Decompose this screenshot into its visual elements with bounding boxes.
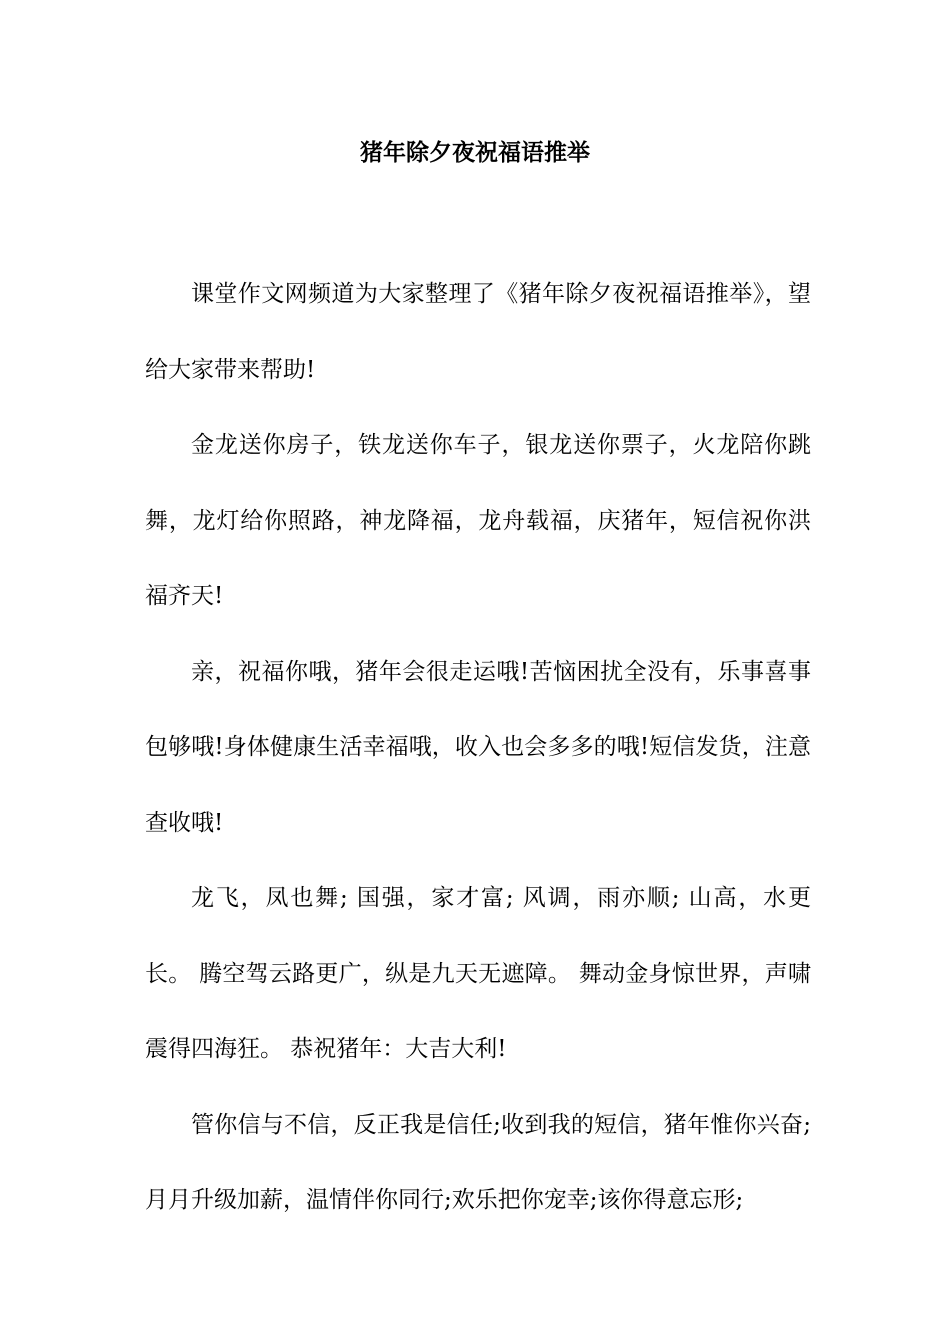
paragraph: 金龙送你房子，铁龙送你车子，银龙送你票子，火龙陪你跳舞，龙灯给你照路，神龙降福，龙舟载福，庆猪年，短信祝你洪福齐天! — [145, 432, 811, 609]
document-title: 猪年除夕夜祝福语推举 — [360, 140, 590, 166]
paragraph: 亲，祝福你哦，猪年会很走运哦!苦恼困扰全没有，乐事喜事包够哦!身体健康生活幸福哦，收入也会多多的哦!短信发货，注意查收哦! — [145, 658, 811, 836]
document-body — [145, 257, 811, 1239]
paragraph: 管你信与不信，反正我是信任;收到我的短信，猪年惟你兴奋;月月升级加薪，温情伴你同行;欢乐把你宠幸;该你得意忘形; — [145, 1111, 811, 1213]
paragraph: 龙飞，凤也舞; 国强，家才富; 风调，雨亦顺; 山高，水更长。 腾空驾云路更广，纵是九天无遮障。 舞动金身惊世界，声啸震得四海狂。 恭祝猪年：大吉大利! — [145, 885, 811, 1062]
paragraph: 课堂作文网频道为大家整理了《猪年除夕夜祝福语推举》，望给大家带来帮助! — [145, 281, 811, 383]
